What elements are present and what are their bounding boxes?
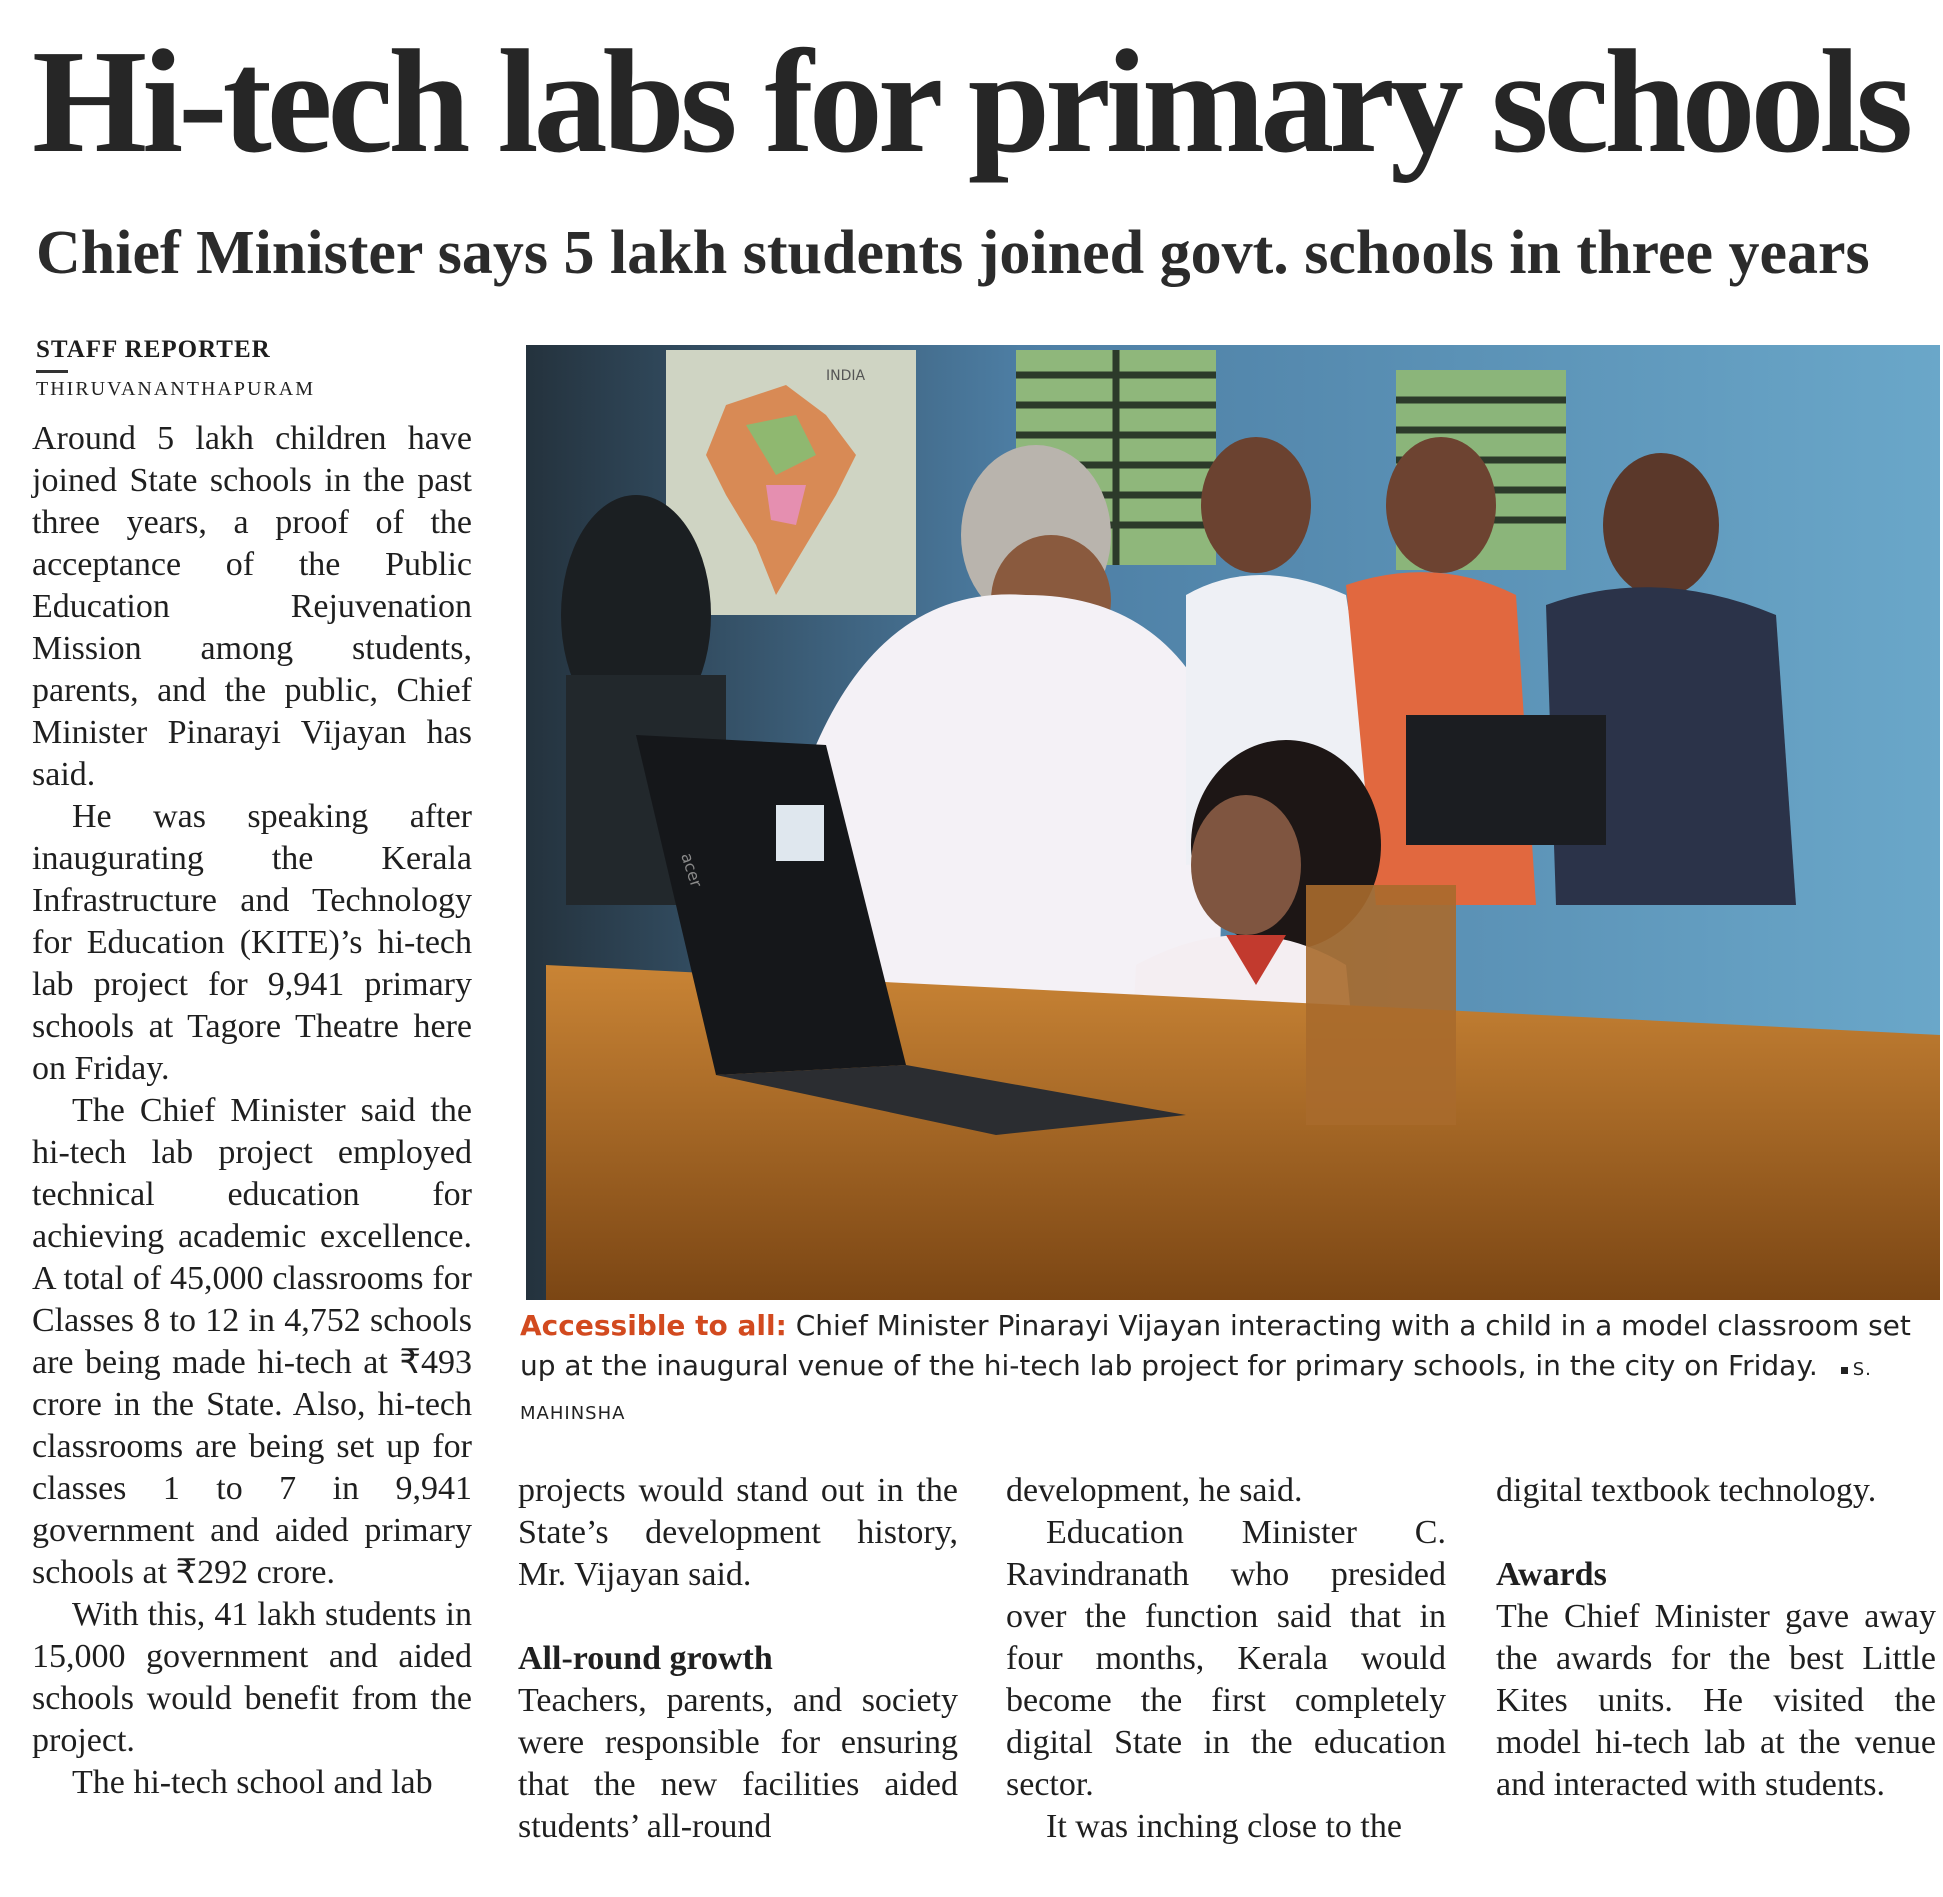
article-paragraph: digital textbook technology.: [1496, 1472, 1877, 1509]
article-paragraph: Around 5 lakh children have joined State schools in the past three years, a proof of the acceptance of the Public Education Rejuvenation Mission among students, parents, and the public, Chief Minister Pinarayi Vijayan has said.: [32, 420, 472, 793]
subhead-awards: Awards: [1496, 1556, 1607, 1593]
subhead-all-round-growth: All-round growth: [518, 1640, 773, 1677]
article-paragraph: It was inching close to the: [1046, 1808, 1402, 1845]
article-paragraph: projects would stand out in the State’s development history, Mr. Vijayan said.: [518, 1472, 958, 1593]
article-paragraph: The Chief Minister gave away the awards for the best Little Kites units. He visited the model hi-tech lab at the venue and interacted with students.: [1496, 1598, 1936, 1803]
chair: [1306, 885, 1456, 1125]
byline: STAFF REPORTER: [36, 336, 271, 363]
news-photo: [526, 345, 1940, 1300]
classroom-photo-illustration: [526, 345, 1940, 1300]
article-column-4: [1496, 1470, 1936, 1806]
subheadline: Chief Minister says 5 lakh students joined govt. schools in three years: [36, 219, 1870, 287]
dateline: THIRUVANANTHAPURAM: [36, 378, 315, 400]
photo-caption: [520, 1306, 1935, 1434]
article-column-2: [518, 1470, 958, 1848]
article-paragraph: He was speaking after inaugurating the Kerala Infrastructure and Technology for Education (KITE)’s hi-tech lab project for 9,941 primary schools at Tagore Theatre here on Friday.: [32, 798, 472, 1087]
caption-lead: Accessible to all:: [520, 1309, 787, 1342]
article-paragraph: With this, 41 lakh students in 15,000 government and aided schools would benefit from the project.: [32, 1596, 472, 1759]
spacer: [1496, 1512, 1936, 1554]
article-paragraph: The Chief Minister said the hi-tech lab project employed technical education for achieving academic excellence. A total of 45,000 classrooms for Classes 8 to 12 in 4,752 schools are being made hi-tech at ₹493 crore in the State. Also, hi-tech classrooms are being set up for classes 1 to 7 in 9,941 government and aided primary schools at ₹292 crore.: [32, 1092, 472, 1591]
photo-credit-name: S. MAHINSHA: [520, 1359, 1872, 1424]
article-column-3: [1006, 1470, 1446, 1848]
second-laptop: [1406, 715, 1606, 845]
bullet-icon: [1841, 1367, 1848, 1374]
article-paragraph: development, he said.: [1006, 1472, 1303, 1509]
headline: Hi-tech labs for primary schools: [32, 20, 1909, 184]
article-paragraph: Teachers, parents, and society were responsible for ensuring that the new facilities aided students’ all-round: [518, 1682, 958, 1845]
article-column-1: [32, 418, 472, 1804]
article-paragraph: The hi-tech school and lab: [72, 1764, 433, 1801]
spacer: [518, 1596, 958, 1638]
laptop-brand-label: acer: [677, 850, 707, 890]
map-label: INDIA: [826, 368, 866, 384]
byline-rule: [36, 370, 68, 373]
article-paragraph: Education Minister C. Ravindranath who presided over the function said that in four months, Kerala would become the first completely digital State in the education sector.: [1006, 1514, 1446, 1803]
caption-text: Chief Minister Pinarayi Vijayan interacting with a child in a model classroom set up at the inaugural venue of the hi-tech lab project for primary schools, in the city on Friday.: [520, 1309, 1911, 1382]
